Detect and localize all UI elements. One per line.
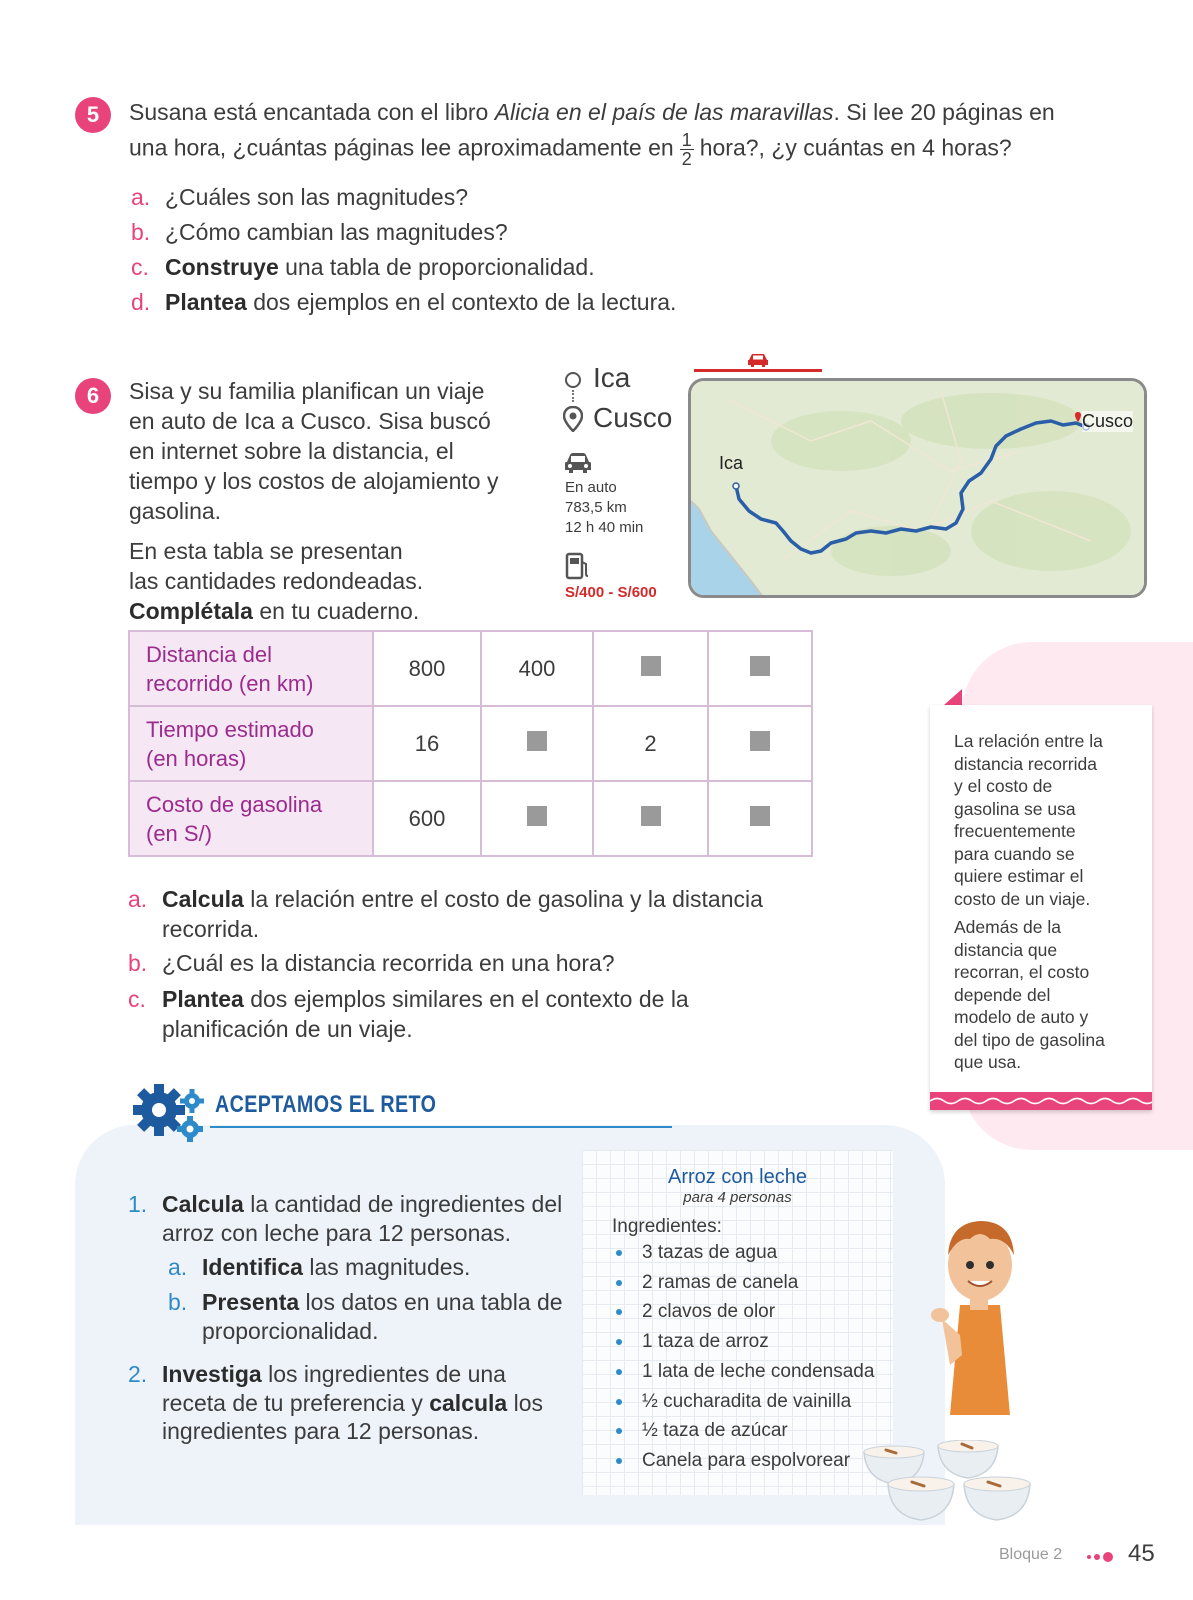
footer-block-label: Bloque 2 xyxy=(999,1546,1063,1563)
problem-6-number: 6 xyxy=(75,378,111,414)
problem-6-statement: Sisa y su familia planifican un viaje en auto de Ica a Cusco. Sisa buscó en internet sobre la distancia, el tiempo y los costos de alojamiento y gasolina. En esta tabla se presentan las cantidades redondeadas. Complétala en tu cuaderno. xyxy=(129,378,499,624)
row-header: Tiempo estimado (en horas) xyxy=(129,706,373,781)
dotted-connector xyxy=(572,390,574,402)
blank-square xyxy=(641,656,661,676)
boy-illustration xyxy=(930,1215,1030,1415)
reto-question-2: 2. Investiga los ingredientes de una receta de tu preferencia y calcula los ingredientes para 12 personas. xyxy=(128,1361,544,1444)
blank-cell xyxy=(593,781,708,856)
problem-5-number: 5 xyxy=(75,97,111,133)
table-cell: 800 xyxy=(373,631,481,706)
page-number: 45 xyxy=(1128,1540,1155,1567)
map-label-cusco: Cusco xyxy=(1082,411,1134,431)
list-item: ½ taza de azúcar xyxy=(612,1416,893,1446)
blank-square xyxy=(750,806,770,826)
blank-square xyxy=(527,806,547,826)
location-pin-icon xyxy=(563,406,583,432)
note-paragraph-1: La relación entre la distancia recorrida y el costo de gasolina se usa frecuentemente para cuando se quiere estimar el costo de un viaje. xyxy=(954,731,1103,909)
blank-square xyxy=(527,731,547,751)
car-red-icon xyxy=(747,352,769,368)
note-corner-fold xyxy=(944,689,962,705)
problem-5-item-c: c. Construye una tabla de proporcionalidad. xyxy=(131,254,595,280)
map-label-ica: Ica xyxy=(719,453,744,473)
recipe-subtitle: para 4 personas xyxy=(683,1189,792,1206)
note-wavy-border xyxy=(930,1092,1152,1110)
reto-title: ACEPTAMOS EL RETO xyxy=(215,1091,437,1118)
row-header: Costo de gasolina (en S/) xyxy=(129,781,373,856)
ica-marker xyxy=(733,483,739,489)
list-item: 1 lata de leche condensada xyxy=(612,1357,893,1387)
table-row xyxy=(129,631,812,706)
table-cell: 16 xyxy=(373,706,481,781)
table-cell: 600 xyxy=(373,781,481,856)
blank-cell xyxy=(708,781,812,856)
fuel-cost-range: S/400 - S/600 xyxy=(565,584,657,601)
problem-5-item-a: a. ¿Cuáles son las magnitudes? xyxy=(131,184,468,210)
route-map xyxy=(688,378,1147,598)
fraction-one-half: $\frac{1}{2}$ xyxy=(681,130,692,169)
recipe-title: Arroz con leche xyxy=(668,1166,807,1188)
problem-6-item-c: c. Plantea dos ejemplos similares en el contexto de la planificación de un viaje. xyxy=(128,986,689,1042)
blank-square xyxy=(750,731,770,751)
car-icon xyxy=(564,452,592,474)
route-details: En auto 783,5 km 12 h 40 min xyxy=(565,479,644,536)
table-row xyxy=(129,706,812,781)
side-note xyxy=(930,705,1152,1110)
reto-underline xyxy=(210,1126,672,1128)
recipe-card xyxy=(582,1150,893,1495)
list-item: 1 taza de arroz xyxy=(612,1327,893,1357)
footer-dots xyxy=(1087,1552,1117,1562)
blank-cell xyxy=(593,631,708,706)
blank-square xyxy=(750,656,770,676)
table-cell: 400 xyxy=(481,631,593,706)
proportionality-table xyxy=(128,630,813,857)
problem-6-item-b: b. ¿Cuál es la distancia recorrida en una hora? xyxy=(128,950,615,976)
blank-cell xyxy=(481,706,593,781)
reto-question-1: 1. Calcula la cantidad de ingredientes del arroz con leche para 12 personas. xyxy=(128,1191,563,1246)
ingredients-label: Ingredientes: xyxy=(612,1216,722,1237)
route-origin: Ica xyxy=(593,362,631,393)
blank-cell xyxy=(708,631,812,706)
route-destination: Cusco xyxy=(593,402,673,433)
fuel-pump-icon xyxy=(565,552,591,580)
list-item: 2 ramas de canela xyxy=(612,1268,893,1298)
note-paragraph-2: Además de la distancia que recorran, el costo depende del modelo de auto y del tipo de gasolina que usa. xyxy=(954,917,1105,1072)
map-scale-bar xyxy=(694,369,822,372)
blank-square xyxy=(641,806,661,826)
gears-icon xyxy=(132,1083,208,1145)
rice-pudding-bowls xyxy=(862,1440,1062,1540)
ingredients-list xyxy=(612,1238,893,1476)
row-header: Distancia del recorrido (en km) xyxy=(129,631,373,706)
problem-5-item-d: d. Plantea dos ejemplos en el contexto de la lectura. xyxy=(131,289,677,315)
list-item: 2 clavos de olor xyxy=(612,1297,893,1327)
reto-question-1a: a. Identifica las magnitudes. xyxy=(168,1254,471,1280)
problem-6-item-a: a. Calcula la relación entre el costo de gasolina y la distancia recorrida. xyxy=(128,886,763,942)
list-item: 3 tazas de agua xyxy=(612,1238,893,1268)
reto-question-1b: b. Presenta los datos en una tabla de proporcionalidad. xyxy=(168,1289,563,1344)
map-canvas xyxy=(691,381,1147,598)
blank-cell xyxy=(481,781,593,856)
table-cell: 2 xyxy=(593,706,708,781)
list-item: Canela para espolvorear xyxy=(612,1446,893,1476)
blank-cell xyxy=(708,706,812,781)
problem-5-item-b: b. ¿Cómo cambian las magnitudes? xyxy=(131,219,508,245)
list-item: ½ cucharadita de vainilla xyxy=(612,1387,893,1417)
origin-circle-icon xyxy=(565,372,581,388)
table-row xyxy=(129,781,812,856)
problem-5-statement: Susana está encantada con el libro Alicia en el país de las maravillas. Si lee 20 páginas en una hora, ¿cuántas páginas lee aproximadamente en $\frac{1}{2}$ hora?, ¿y cuántas en 4 horas? xyxy=(129,99,1055,169)
